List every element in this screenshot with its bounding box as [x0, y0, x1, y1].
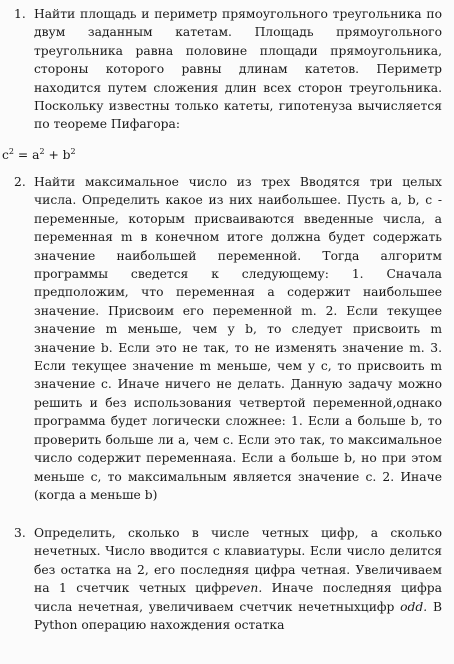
formula-a: = a — [13, 148, 40, 163]
item-text-part-a: Определить, сколько в числе четных цифр, а сколько нечетных. Число вводится с клавиатуры. Если число делится без остатка на 2, его последняя цифра четная. Увеличиваем на 1 счетчик четных цифр — [34, 526, 442, 596]
list-item-2 — [14, 173, 442, 504]
formula-exp-a: 2 — [39, 147, 45, 156]
item-text-part-b: Иначе последняя цифра числа нечетная, увеличиваем счетчик нечетныхцифр — [34, 581, 442, 614]
pythagoras-formula — [2, 144, 76, 163]
odd-variable: odd. — [400, 599, 428, 614]
formula-exp-b: 2 — [70, 147, 76, 156]
item-text: Найти максимальное число из трех Вводятся три целых числа. Определить какое из них наибольшее. Пусть a, b, c - переменные, которым присваиваются введенные числа, а переменная m в конечном итоге должна будет содержать значение наибольшей переменной. Тогда алгоритм программы сведется к следующему: 1. Сначала предположим, что переменная a содержит наибольшее значение. Присвоим его переменной m. 2. Если текущее значение m меньше, чем у b, то следует присвоить m значение b. Если это не так, то не изменять значение m. 3. Если текущее значение m меньше, чем у c, то присвоить m значение c. Иначе ничего не делать. Данную задачу можно решить и без использования четвертой переменной,однако программа будет логически сложнее: 1. Если a больше b, то проверить больше ли a, чем c. Если это так, то максимальное число содержит переменнаяa. Если a больше b, но при этом меньше c, то максимальным является значение c. 2. Иначе (когда a меньше b) — [34, 175, 442, 502]
item-text — [34, 524, 442, 634]
item-number: 3. — [14, 526, 26, 540]
item-number: 2. — [14, 175, 26, 189]
formula-exp-c: 2 — [8, 147, 14, 156]
item-text: Найти площадь и периметр прямоугольного треугольника по двум заданным катетам. Площадь прямоугольного треугольника равна половине площади прямоугольника, стороны которого равны длинам катетов. Периметр находится путем сложения длин всех сторон треугольника. Поскольку известны только катеты, гипотенуза вычисляется по теореме Пифагора: — [34, 7, 442, 132]
item-number: 1. — [14, 7, 26, 21]
even-variable: even. — [228, 581, 263, 596]
formula-c: c — [2, 148, 9, 163]
item-text-part-c: В Python операцию нахождения остатка — [34, 599, 443, 633]
formula-b: + b — [44, 148, 71, 163]
list-item-1 — [14, 5, 442, 134]
list-item-3 — [14, 524, 442, 634]
